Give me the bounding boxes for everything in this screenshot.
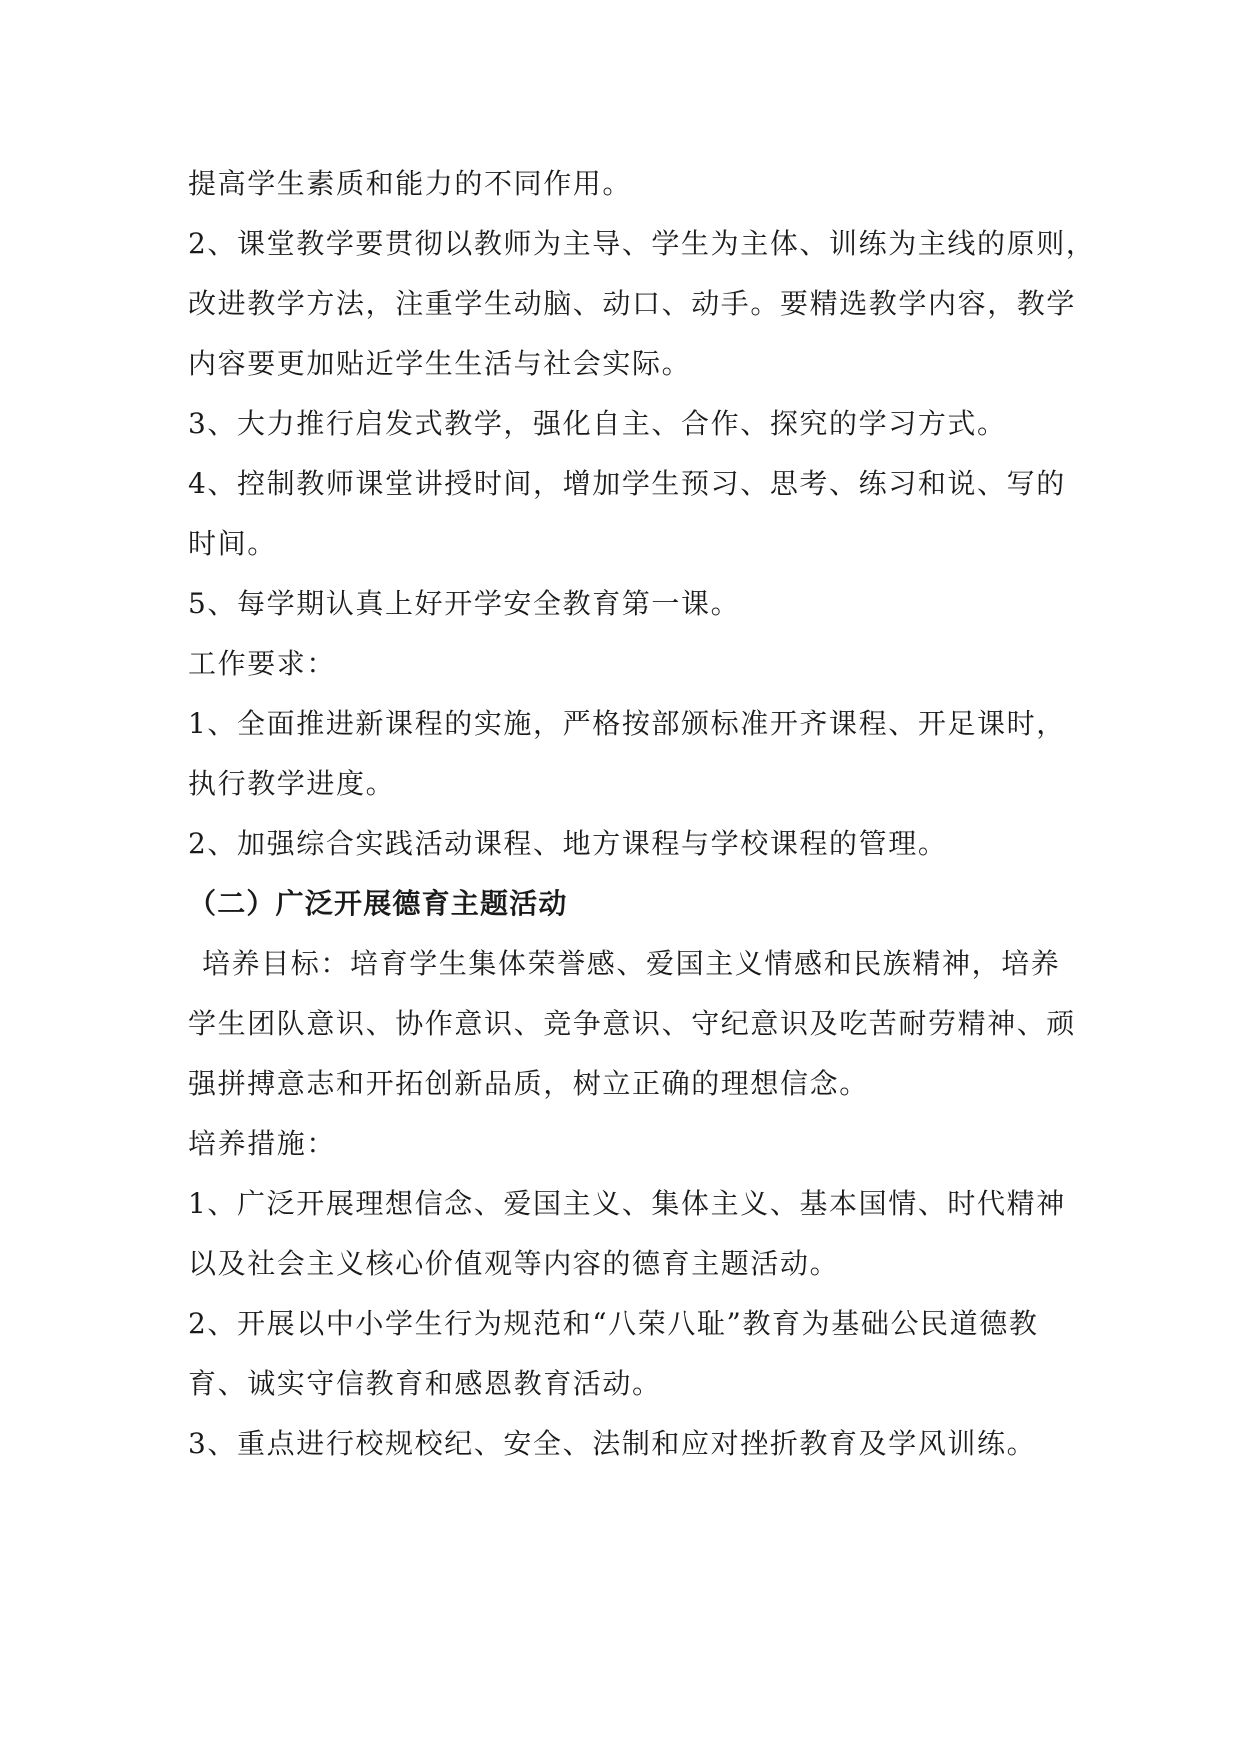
subheading-training-measures: 培养措施： xyxy=(188,1127,337,1160)
training-goal-line: 培养目标：培育学生集体荣誉感、爱国主义情感和民族精神，培养 xyxy=(202,947,1061,980)
body-text-line: 学生团队意识、协作意识、竞争意识、守纪意识及吃苦耐劳精神、顽 xyxy=(188,1007,1077,1040)
numbered-item-line: 3、重点进行校规校纪、安全、法制和应对挫折教育及学风训练。 xyxy=(188,1427,1037,1460)
numbered-item-line: 5、每学期认真上好开学安全教育第一课。 xyxy=(188,587,741,620)
numbered-item-line: 4、控制教师课堂讲授时间，增加学生预习、思考、练习和说、写的 xyxy=(188,467,1066,500)
subheading-work-requirements: 工作要求： xyxy=(188,647,337,680)
body-text-line: 强拼搏意志和开拓创新品质，树立正确的理想信念。 xyxy=(188,1067,869,1100)
body-text-line: 内容要更加贴近学生生活与社会实际。 xyxy=(188,347,692,380)
body-text-line: 以及社会主义核心价值观等内容的德育主题活动。 xyxy=(188,1247,840,1280)
body-text-line: 执行教学进度。 xyxy=(188,767,396,800)
document-body xyxy=(188,154,1096,1474)
numbered-item-line: 2、课堂教学要贯彻以教师为主导、学生为主体、训练为主线的原则， xyxy=(188,227,1096,260)
numbered-item-line: 1、全面推进新课程的实施，严格按部颁标准开齐课程、开足课时， xyxy=(188,707,1066,740)
section-heading: （二）广泛开展德育主题活动 xyxy=(188,887,568,920)
numbered-item-line: 2、开展以中小学生行为规范和“八荣八耻”教育为基础公民道德教 xyxy=(188,1307,1039,1340)
numbered-item-line: 3、大力推行启发式教学，强化自主、合作、探究的学习方式。 xyxy=(188,407,1007,440)
numbered-item-line: 2、加强综合实践活动课程、地方课程与学校课程的管理。 xyxy=(188,827,948,860)
body-text-line: 时间。 xyxy=(188,527,277,560)
numbered-item-line: 1、广泛开展理想信念、爱国主义、集体主义、基本国情、时代精神 xyxy=(188,1187,1066,1220)
body-text-line: 育、诚实守信教育和感恩教育活动。 xyxy=(188,1367,662,1400)
body-text-line: 提高学生素质和能力的不同作用。 xyxy=(188,167,633,200)
body-text-line: 改进教学方法，注重学生动脑、动口、动手。要精选教学内容，教学 xyxy=(188,287,1077,320)
